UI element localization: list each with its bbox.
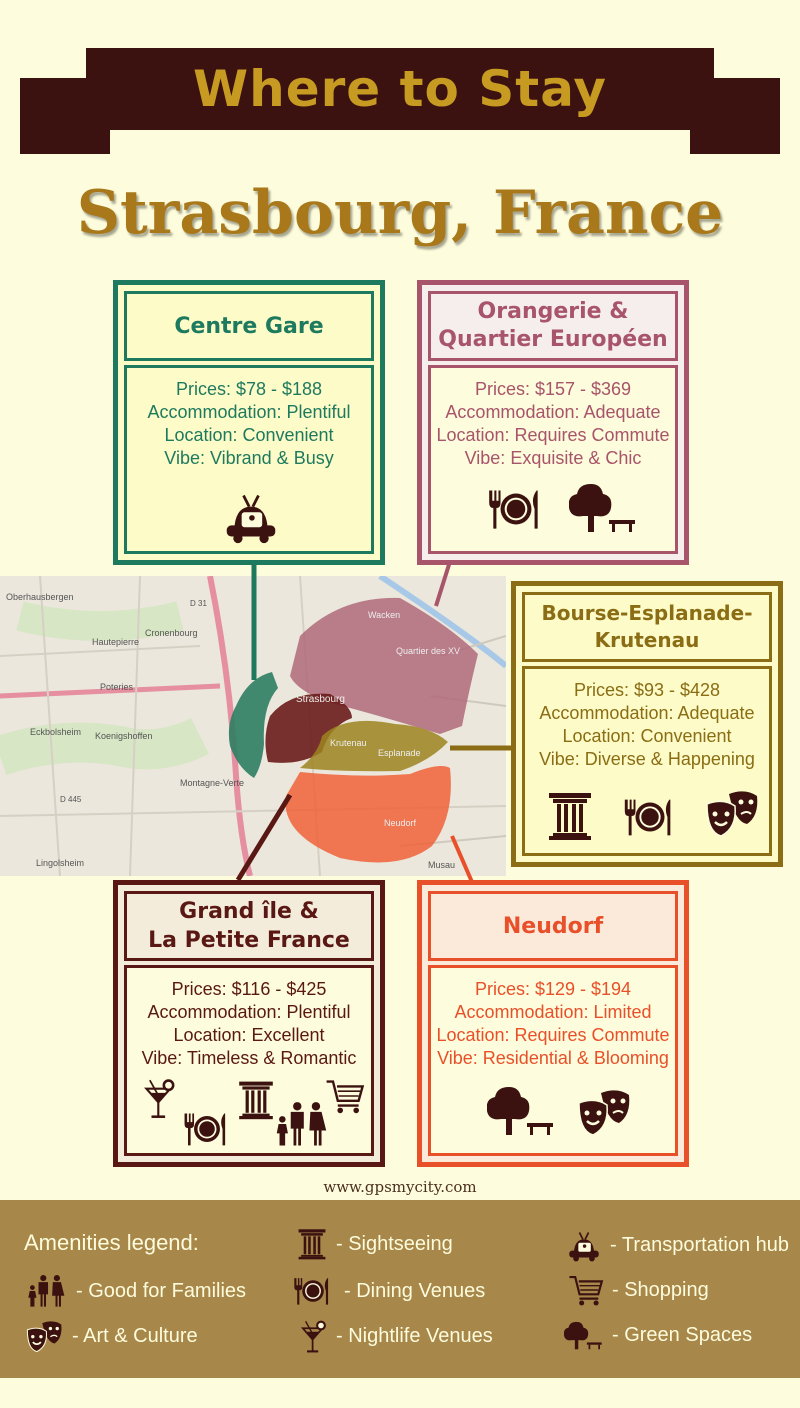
district-name-line1: Grand île & bbox=[179, 899, 319, 924]
map-label: Koenigshoffen bbox=[95, 731, 153, 741]
legend-item-shopping bbox=[568, 1274, 709, 1306]
vibe: Vibe: Vibrand & Busy bbox=[164, 448, 334, 468]
prices: Prices: $78 - $188 bbox=[175, 379, 323, 399]
map-label: Lingolsheim bbox=[36, 858, 85, 868]
sightseeing-icon bbox=[237, 1080, 275, 1120]
district-info bbox=[124, 965, 374, 1156]
district-info bbox=[428, 365, 678, 554]
location: Location: Requires Commute bbox=[436, 1025, 670, 1045]
district-name-line1: Bourse-Esplanade- bbox=[541, 601, 753, 625]
legend-title: Amenities legend: bbox=[24, 1230, 199, 1255]
vibe: Vibe: Exquisite & Chic bbox=[464, 448, 642, 468]
legend-item-dining-venues bbox=[290, 1274, 485, 1308]
vibe: Vibe: Timeless & Romantic bbox=[141, 1048, 357, 1068]
legend-item-art-culture bbox=[26, 1318, 198, 1354]
transportation-hub-icon bbox=[566, 1228, 602, 1262]
vibe: Vibe: Diverse & Happening bbox=[539, 749, 755, 769]
district-card-centre-gare[interactable] bbox=[113, 280, 385, 565]
legend-label: - Shopping bbox=[612, 1278, 709, 1301]
green-spaces-icon bbox=[569, 480, 639, 534]
page-title: Where to Stay bbox=[192, 60, 607, 118]
dining-venues-icon bbox=[179, 1110, 235, 1148]
district-info bbox=[428, 965, 678, 1156]
district-name-line1: Orangerie & bbox=[477, 299, 629, 324]
map-label: Wacken bbox=[368, 610, 401, 620]
accommodation: Accommodation: Plentiful bbox=[147, 1002, 351, 1022]
legend-label: - Transportation hub bbox=[610, 1233, 789, 1256]
map-label: Strasbourg bbox=[296, 694, 345, 705]
prices: Prices: $129 - $194 bbox=[474, 979, 632, 999]
amenities-legend bbox=[0, 1200, 800, 1378]
nightlife-venues-icon bbox=[300, 1318, 328, 1354]
transportation-hub-icon bbox=[223, 486, 279, 546]
prices: Prices: $93 - $428 bbox=[573, 680, 721, 700]
district-name bbox=[522, 592, 772, 662]
connector-grand-ile bbox=[238, 795, 290, 880]
map-label: Oberhausbergen bbox=[6, 592, 74, 602]
district-name: Neudorf bbox=[428, 891, 678, 961]
legend-item-sightseeing bbox=[296, 1228, 453, 1260]
green-spaces-icon bbox=[564, 1318, 604, 1352]
good-for-families-icon bbox=[273, 1100, 329, 1148]
dining-venues-icon bbox=[290, 1274, 336, 1308]
prices: Prices: $157 - $369 bbox=[474, 379, 632, 399]
district-name-line2: Quartier Européen bbox=[438, 327, 668, 352]
legend-label: - Nightlife Venues bbox=[336, 1324, 493, 1347]
website-credit[interactable]: www.gpsmycity.com bbox=[323, 1178, 477, 1196]
location: Location: Convenient bbox=[562, 726, 732, 746]
dining-venues-icon bbox=[619, 795, 681, 839]
accommodation: Accommodation: Adequate bbox=[445, 402, 661, 422]
map-label: Hautepierre bbox=[92, 637, 140, 647]
good-for-families-icon bbox=[24, 1274, 68, 1308]
location: Location: Requires Commute bbox=[436, 425, 670, 445]
art-culture-icon bbox=[577, 1086, 633, 1138]
district-name-line2: La Petite France bbox=[148, 928, 350, 953]
legend-label: - Dining Venues bbox=[344, 1279, 486, 1302]
nightlife-venues-icon bbox=[143, 1076, 177, 1120]
map-label: Krutenau bbox=[330, 738, 367, 748]
legend-label: - Green Spaces bbox=[612, 1323, 753, 1346]
accommodation: Accommodation: Limited bbox=[454, 1002, 652, 1022]
district-name-line2: Krutenau bbox=[594, 628, 700, 652]
legend-item-transportation-hub bbox=[566, 1228, 789, 1262]
map-label: Cronenbourg bbox=[145, 628, 198, 638]
legend-label: - Good for Families bbox=[76, 1279, 247, 1302]
shopping-icon bbox=[325, 1078, 365, 1114]
green-spaces-icon bbox=[487, 1082, 557, 1138]
location: Location: Excellent bbox=[173, 1025, 325, 1045]
district-info bbox=[124, 365, 374, 554]
map-label: Neudorf bbox=[384, 818, 417, 828]
accommodation: Accommodation: Adequate bbox=[539, 703, 755, 723]
sightseeing-icon bbox=[547, 791, 593, 841]
district-info bbox=[522, 666, 772, 856]
district-card-orangerie[interactable] bbox=[417, 280, 689, 565]
map-label: Quartier des XV bbox=[396, 646, 461, 656]
vibe: Vibe: Residential & Blooming bbox=[437, 1048, 669, 1068]
city-title: Strasbourg, France bbox=[76, 178, 724, 248]
district-name bbox=[428, 291, 678, 361]
map-label: D 31 bbox=[190, 599, 207, 608]
map-label: Montagne-Verte bbox=[180, 778, 245, 788]
map-label: Eckbolsheim bbox=[30, 727, 82, 737]
district-card-bourse-esplanade-krutenau[interactable] bbox=[511, 581, 783, 867]
prices: Prices: $116 - $425 bbox=[171, 979, 327, 999]
district-card-neudorf[interactable] bbox=[417, 880, 689, 1167]
sightseeing-icon bbox=[296, 1228, 328, 1260]
art-culture-icon bbox=[26, 1318, 64, 1354]
shopping-icon bbox=[568, 1274, 604, 1306]
legend-label: - Art & Culture bbox=[72, 1324, 198, 1347]
legend-item-nightlife-venues bbox=[300, 1318, 493, 1354]
map-label: Poteries bbox=[100, 682, 134, 692]
map-label: Musau bbox=[428, 860, 456, 870]
district-name: Centre Gare bbox=[124, 291, 374, 361]
connector-neudorf bbox=[452, 836, 472, 882]
accommodation: Accommodation: Plentiful bbox=[147, 402, 351, 422]
dining-venues-icon bbox=[483, 486, 549, 532]
legend-item-good-for-families bbox=[24, 1274, 246, 1308]
legend-item-green-spaces bbox=[564, 1318, 752, 1352]
legend-label: - Sightseeing bbox=[336, 1232, 453, 1255]
location: Location: Convenient bbox=[164, 425, 334, 445]
district-name bbox=[124, 891, 374, 961]
art-culture-icon bbox=[705, 787, 761, 839]
map-label: Esplanade bbox=[378, 748, 421, 758]
district-card-grand-ile[interactable] bbox=[113, 880, 385, 1167]
map-label: D 445 bbox=[60, 795, 82, 804]
